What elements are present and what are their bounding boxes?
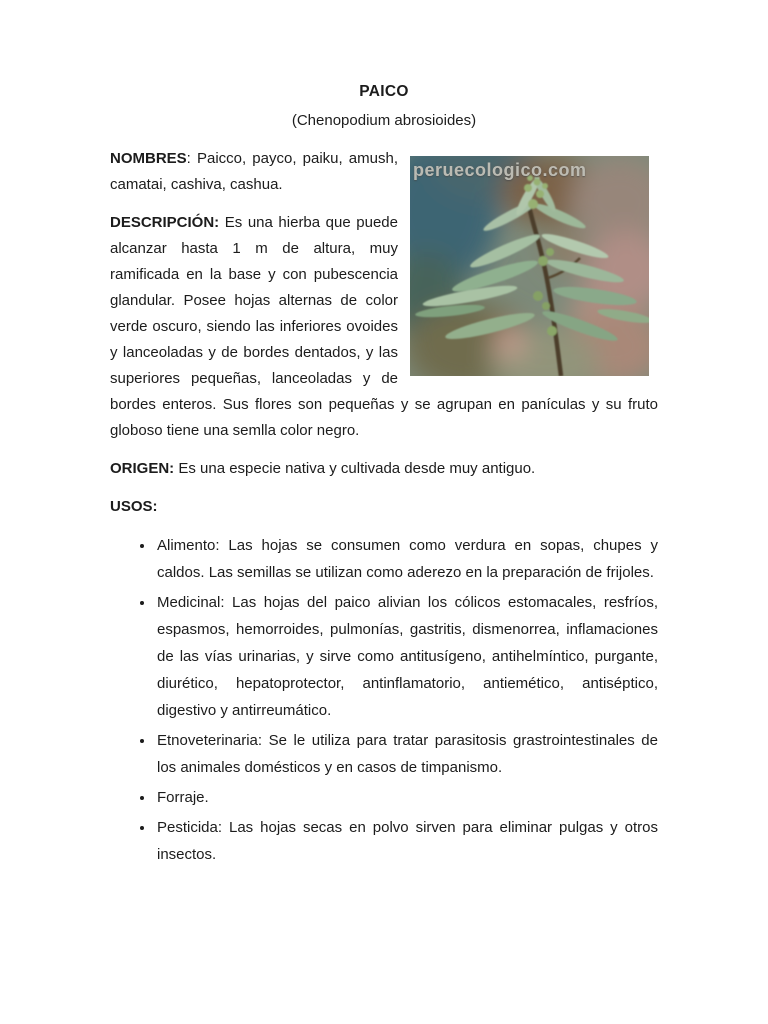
nombres-text: : Paicco, payco, paiku, amush, camatai, cashiva, cashua. [110, 150, 398, 193]
descripcion-text: Es una hierba que puede alcanzar hasta 1 m de altura, muy ramificada en la base y con pubescencia glandular. Posee hojas alternas de color verde oscuro, siendo las inferiores ovoides y lanceoladas y de bordes dentados, y las superiores pequeñas, lanceoladas y de bordes enteros. Sus flores son pequeñas y se agrupan en panículas y su fruto globoso tiene una semlla color negro. [110, 214, 658, 439]
page-title: PAICO [359, 83, 409, 100]
list-item-etnoveterinaria: • Etnoveterinaria: Se le utiliza para tratar parasitosis grastrointestinales de los animales domésticos y en casos de timpanismo. [155, 727, 658, 781]
origen-label: ORIGEN: [110, 460, 175, 477]
usos-label: USOS: [110, 498, 158, 515]
list-item-alimento: • Alimento: Las hojas se consumen como verdura en sopas, chupes y caldos. Las semillas se utilizan como aderezo en la preparación de frijoles. [155, 532, 658, 586]
plant-photo-image [410, 156, 649, 376]
origen-text: Es una especie nativa y cultivada desde muy antiguo. [174, 460, 536, 477]
list-item-medicinal: • Medicinal: Las hojas del paico alivian los cólicos estomacales, resfríos, espasmos, hemorroides, pulmonías, gastritis, dismenorrea, inflamaciones de las vías urinarias, y sirve como antitusígeno, antihelmíntico, purgante, diurético, hepatoprotector, antinflamatorio, antiemético, antiséptico, digestivo y antirreumático. [155, 589, 658, 724]
page-subtitle: (Chenopodium abrosioides) [291, 112, 477, 129]
list-item-forraje: • Forraje. [155, 784, 658, 811]
list-item-pesticida: • Pesticida: Las hojas secas en polvo sirven para eliminar pulgas y otros insectos. [155, 814, 658, 868]
document-body [110, 146, 658, 868]
usos-list [110, 532, 658, 868]
paragraph-origen [110, 456, 658, 482]
nombres-label: NOMBRES [110, 150, 187, 167]
plant-photo [410, 156, 649, 376]
heading-usos [110, 494, 658, 520]
photo-watermark: peruecologico.com [413, 160, 587, 180]
descripcion-label: DESCRIPCIÓN: [110, 214, 220, 231]
